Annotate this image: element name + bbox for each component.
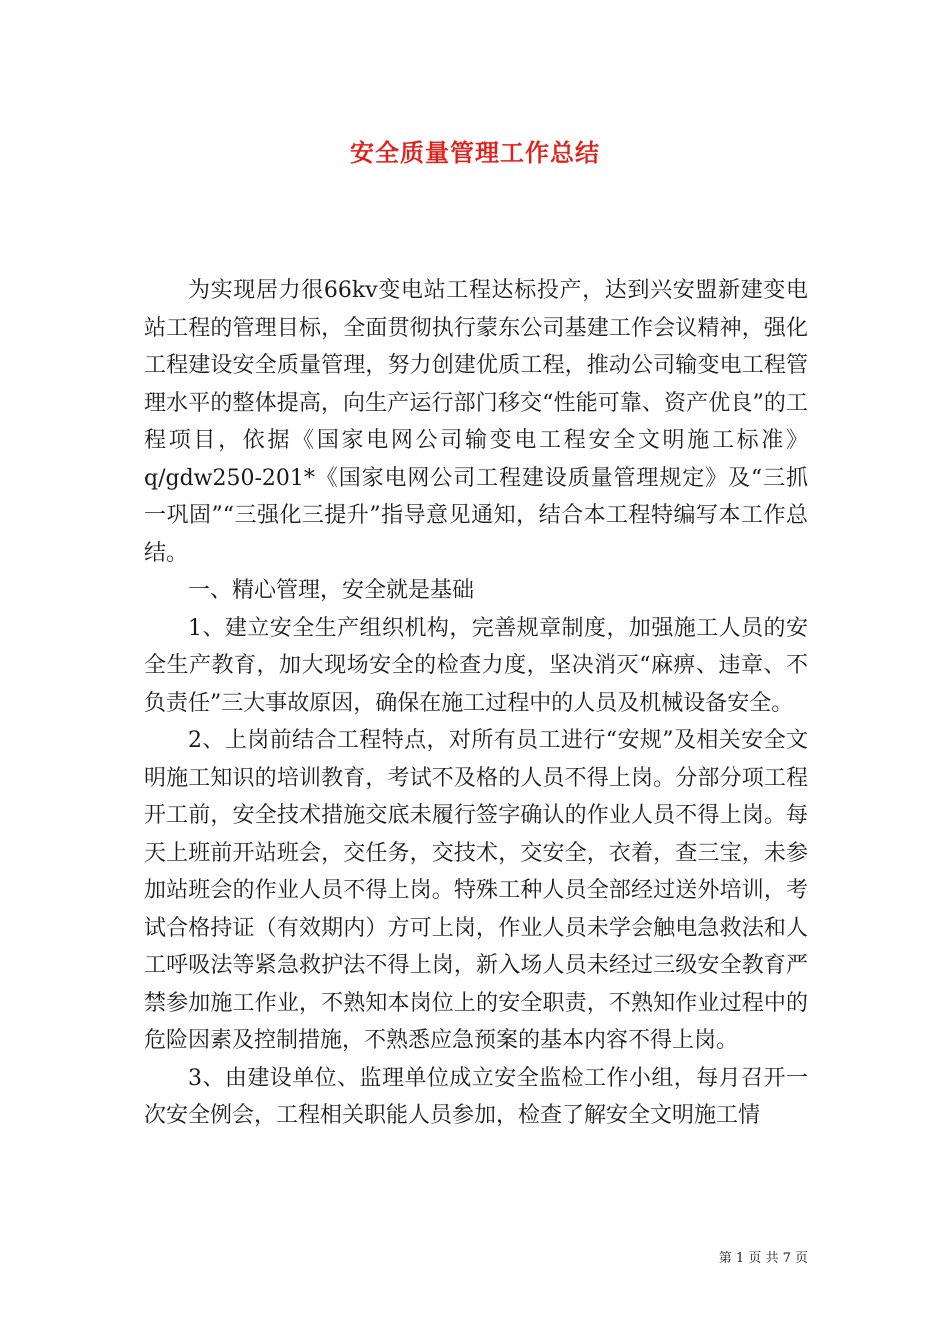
document-title: 安全质量管理工作总结 [350,139,600,167]
paragraph-item-3: 3、由建设单位、监理单位成立安全监检工作小组，每月召开一次安全例会，工程相关职能人员参加，检查了解安全文明施工情 [144,1065,808,1128]
section-heading-1: 一、精心管理，安全就是基础 [188,578,475,603]
paragraph-intro: 为实现居力很66kv变电站工程达标投产，达到兴安盟新建变电站工程的管理目标，全面贯彻执行蒙东公司基建工作会议精神，强化工程建设安全质量管理，努力创建优质工程，推动公司输变电工程管理水平的整体提高，向生产运行部门移交“性能可靠、资产优良”的工程项目，依据《国家电网公司输变电工程安全文明施工标准》q/gdw250-201*《国家电网公司工程建设质量管理规定》及“三抓一巩固”“三强化三提升”指导意见通知，结合本工程特编写本工作总结。 [144,278,808,566]
paragraph-item-2: 2、上岗前结合工程特点，对所有员工进行“安规”及相关安全文明施工知识的培训教育，考试不及格的人员不得上岗。分部分项工程开工前，安全技术措施交底未履行签字确认的作业人员不得上岗。每天上班前开站班会，交任务，交技术，交安全，衣着，查三宝，未参加站班会的作业人员不得上岗。特殊工种人员全部经过送外培训，考试合格持证（有效期内）方可上岗，作业人员未学会触电急救法和人工呼吸法等紧急救护法不得上岗，新入场人员未经过三级安全教育严禁参加施工作业，不熟知本岗位上的安全职责，不熟知作业过程中的危险因素及控制措施，不熟悉应急预案的基本内容不得上岗。 [144,728,808,1053]
document-body [144,272,808,1135]
page-number: 第 1 页 共 7 页 [718,1251,808,1266]
paragraph-item-1: 1、建立安全生产组织机构，完善规章制度，加强施工人员的安全生产教育，加大现场安全的检查力度，坚决消灭“麻痹、违章、不负责任”三大事故原因，确保在施工过程中的人员及机械设备安全。 [144,615,808,716]
